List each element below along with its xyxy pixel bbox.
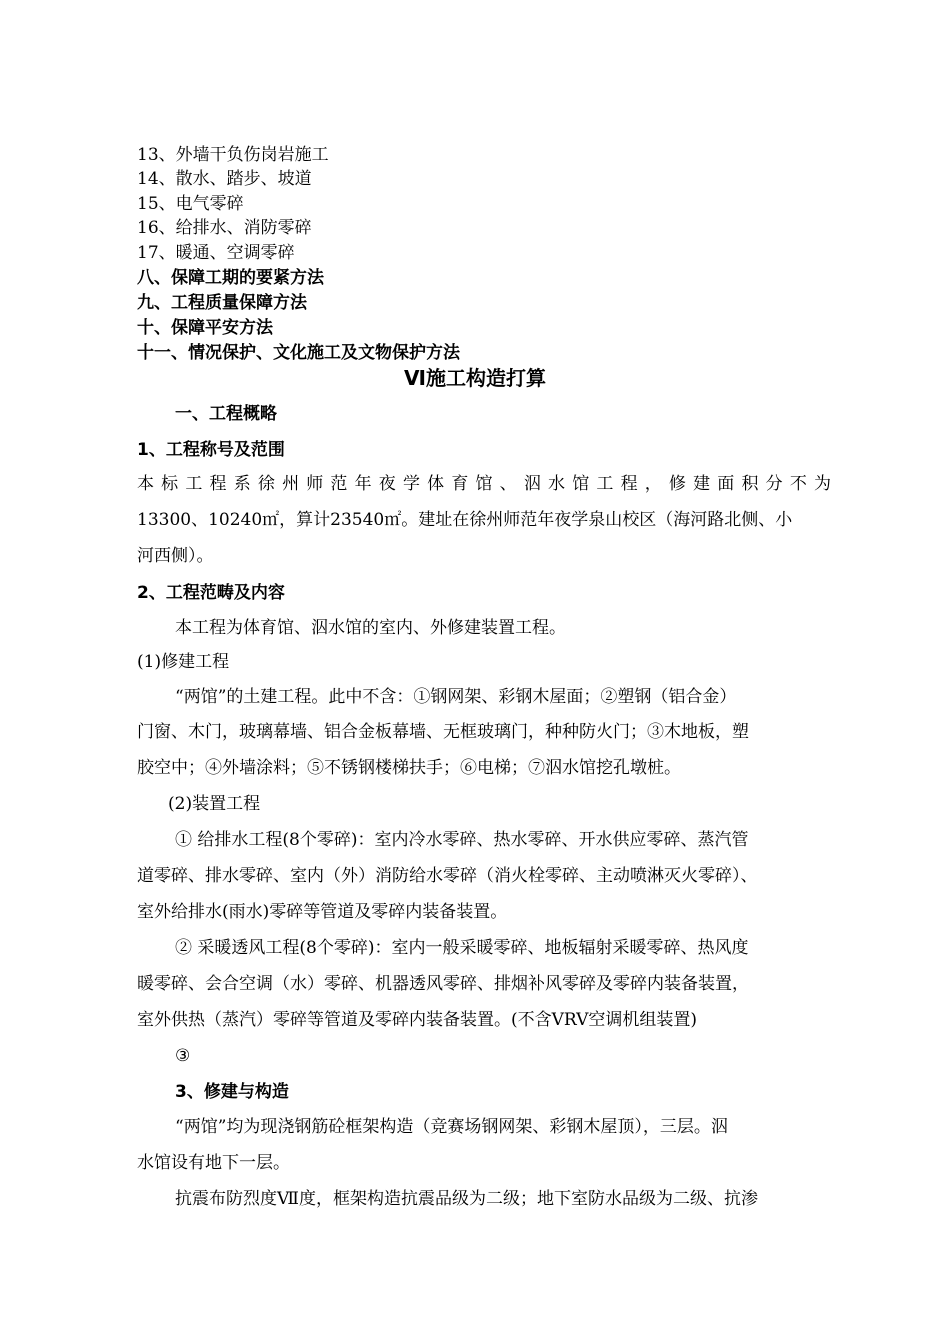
paragraph-4-line-1: ① 给排水工程(8个零碎)：室内冷水零碎、热水零碎、开水供应零碎、蒸汽管 bbox=[175, 830, 749, 850]
heading-1: 1、工程称号及范围 bbox=[137, 440, 285, 460]
paragraph-1-line-2: 13300、10240㎡，算计23540㎡。建址在徐州师范年夜学泉山校区（海河路北侧、小 bbox=[137, 510, 793, 530]
paragraph-4-line-3: 室外给排水(雨水)零碎等管道及零碎内装备装置。 bbox=[137, 902, 508, 922]
toc-item-15: 15、电气零碎 bbox=[137, 194, 244, 214]
subheading-1: (1)修建工程 bbox=[137, 652, 230, 672]
paragraph-3-line-2: 门窗、木门，玻璃幕墙、铝合金板幕墙、无框玻璃门，种种防火门；③木地板，塑 bbox=[137, 722, 749, 742]
paragraph-3-line-3: 胶空中；④外墙涂料；⑤不锈钢楼梯扶手；⑥电梯；⑦泅水馆挖孔墩桩。 bbox=[137, 758, 681, 778]
heading-3: 3、修建与构造 bbox=[175, 1082, 289, 1102]
toc-item-13: 13、外墙干负伤岗岩施工 bbox=[137, 145, 329, 165]
toc-item-11: 十一、情况保护、文化施工及文物保护方法 bbox=[137, 343, 460, 363]
paragraph-2: 本工程为体育馆、泅水馆的室内、外修建装置工程。 bbox=[175, 618, 566, 638]
paragraph-7-line-1: “两馆”均为现浇钢筋砼框架构造（竞赛场钢网架、彩钢木屋顶），三层。泅 bbox=[175, 1117, 728, 1137]
toc-item-10: 十、保障平安方法 bbox=[137, 318, 273, 338]
paragraph-7-line-2: 水馆设有地下一层。 bbox=[137, 1153, 290, 1173]
paragraph-1-line-3: 河西侧）。 bbox=[137, 546, 214, 566]
toc-item-9: 九、工程质量保障方法 bbox=[137, 293, 307, 313]
section-heading: 一、工程概略 bbox=[175, 404, 277, 424]
paragraph-3-line-1: “两馆”的土建工程。此中不含：①钢网架、彩钢木屋面；②塑钢（铝合金） bbox=[175, 687, 737, 707]
toc-item-14: 14、散水、踏步、坡道 bbox=[137, 169, 312, 189]
toc-item-17: 17、暖通、空调零碎 bbox=[137, 243, 295, 263]
subheading-2: (2)装置工程 bbox=[168, 794, 261, 814]
toc-item-8: 八、保障工期的要紧方法 bbox=[137, 268, 324, 288]
paragraph-5-line-2: 暖零碎、会合空调（水）零碎、机器透风零碎、排烟补风零碎及零碎内装备装置， bbox=[137, 974, 749, 994]
heading-2: 2、工程范畴及内容 bbox=[137, 583, 285, 603]
paragraph-1-line-1: 本标工程系徐州师范年夜学体育馆、泅水馆工程，修建面积分不为 bbox=[137, 474, 831, 494]
paragraph-4-line-2: 道零碎、排水零碎、室内（外）消防给水零碎（消火栓零碎、主动喷淋灭火零碎）、 bbox=[137, 866, 758, 886]
paragraph-6: ③ bbox=[175, 1046, 191, 1066]
paragraph-5-line-1: ② 采暖透风工程(8个零碎)：室内一般采暖零碎、地板辐射采暖零碎、热风度 bbox=[175, 938, 749, 958]
paragraph-8: 抗震布防烈度Ⅶ度，框架构造抗震品级为二级；地下室防水品级为二级、抗渗 bbox=[175, 1189, 758, 1209]
paragraph-5-line-3: 室外供热（蒸汽）零碎等管道及零碎内装备装置。(不含VRV空调机组装置) bbox=[137, 1010, 698, 1030]
chapter-title: Ⅵ施工构造打算 bbox=[404, 366, 546, 390]
toc-item-16: 16、给排水、消防零碎 bbox=[137, 218, 312, 238]
